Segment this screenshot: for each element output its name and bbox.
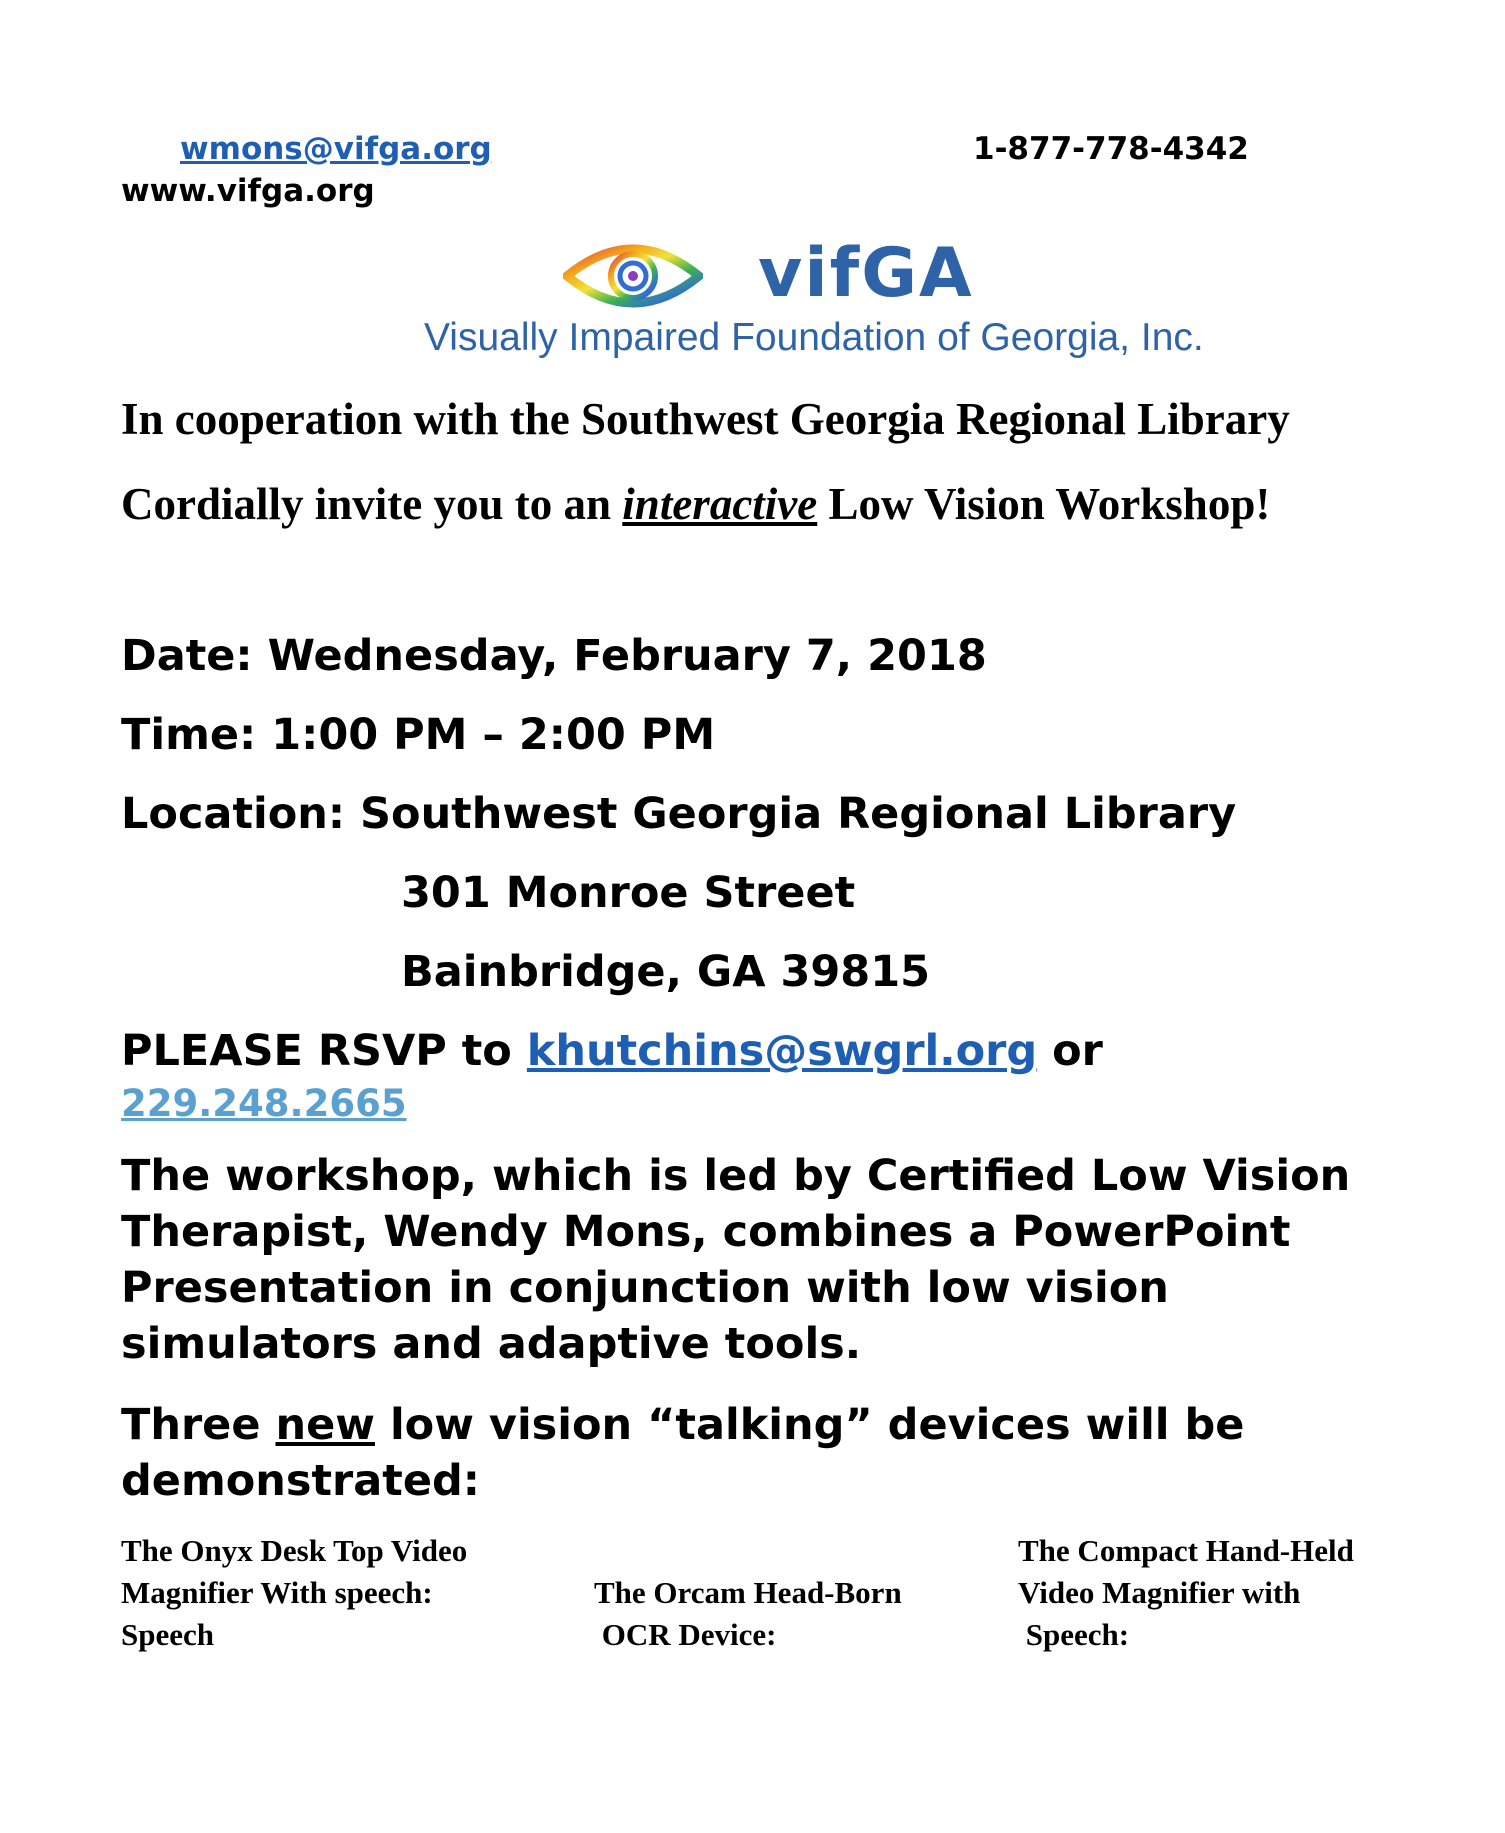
event-location: Location: Southwest Georgia Regional Library	[121, 789, 1237, 839]
invitation-line	[121, 478, 1270, 530]
device-line: The Onyx Desk Top Video	[121, 1533, 468, 1568]
devices-intro	[121, 1397, 1421, 1509]
device-compact	[1018, 1530, 1354, 1656]
devices-intro-suffix: low vision “talking” devices will be demonstrated:	[121, 1400, 1245, 1506]
contact-email-link[interactable]: wmons@vifga.org	[180, 131, 492, 167]
device-line: Speech:	[1018, 1617, 1130, 1652]
rsvp-prefix: PLEASE RSVP to	[121, 1026, 527, 1076]
device-line: Video Magnifier with	[1018, 1575, 1301, 1610]
logo-tagline: Visually Impaired Foundation of Georgia, Inc.	[424, 316, 1204, 359]
device-line: Magnifier With speech:	[121, 1575, 433, 1610]
contact-phone: 1-877-778-4342	[973, 131, 1249, 167]
rsvp-email-link[interactable]: khutchins@swgrl.org	[526, 1026, 1038, 1076]
device-onyx	[121, 1530, 467, 1656]
event-address-street: 301 Monroe Street	[401, 868, 856, 918]
invitation-emphasis: interactive	[622, 479, 818, 529]
invitation-prefix: Cordially invite you to an	[121, 479, 623, 529]
device-line: OCR Device:	[594, 1617, 777, 1652]
devices-intro-emphasis: new	[275, 1400, 375, 1450]
rsvp-line	[121, 1026, 1103, 1076]
device-orcam	[594, 1572, 902, 1656]
logo-wordmark: vifGA	[758, 234, 974, 313]
workshop-description: The workshop, which is led by Certified Low Vision Therapist, Wendy Mons, combines a PowerPoint Presentation in conjunction with low vision simulators and adaptive tools.	[121, 1151, 1351, 1369]
device-line: Speech	[121, 1617, 214, 1652]
rsvp-or: or	[1037, 1026, 1103, 1076]
rsvp-phone-link[interactable]: 229.248.2665	[121, 1082, 407, 1125]
devices-intro-prefix: Three	[121, 1400, 276, 1450]
vifga-logo	[420, 234, 1240, 368]
rainbow-eye-icon	[563, 240, 703, 312]
invitation-suffix: Low Vision Workshop!	[817, 479, 1271, 529]
website-text: www.vifga.org	[121, 173, 375, 209]
cooperation-line: In cooperation with the Southwest Georgia Regional Library	[121, 394, 1290, 444]
event-address-city: Bainbridge, GA 39815	[401, 947, 931, 997]
device-line: The Compact Hand-Held	[1018, 1533, 1354, 1568]
event-date: Date: Wednesday, February 7, 2018	[121, 631, 987, 681]
device-line: The Orcam Head-Born	[594, 1575, 902, 1610]
event-time: Time: 1:00 PM – 2:00 PM	[121, 710, 716, 760]
